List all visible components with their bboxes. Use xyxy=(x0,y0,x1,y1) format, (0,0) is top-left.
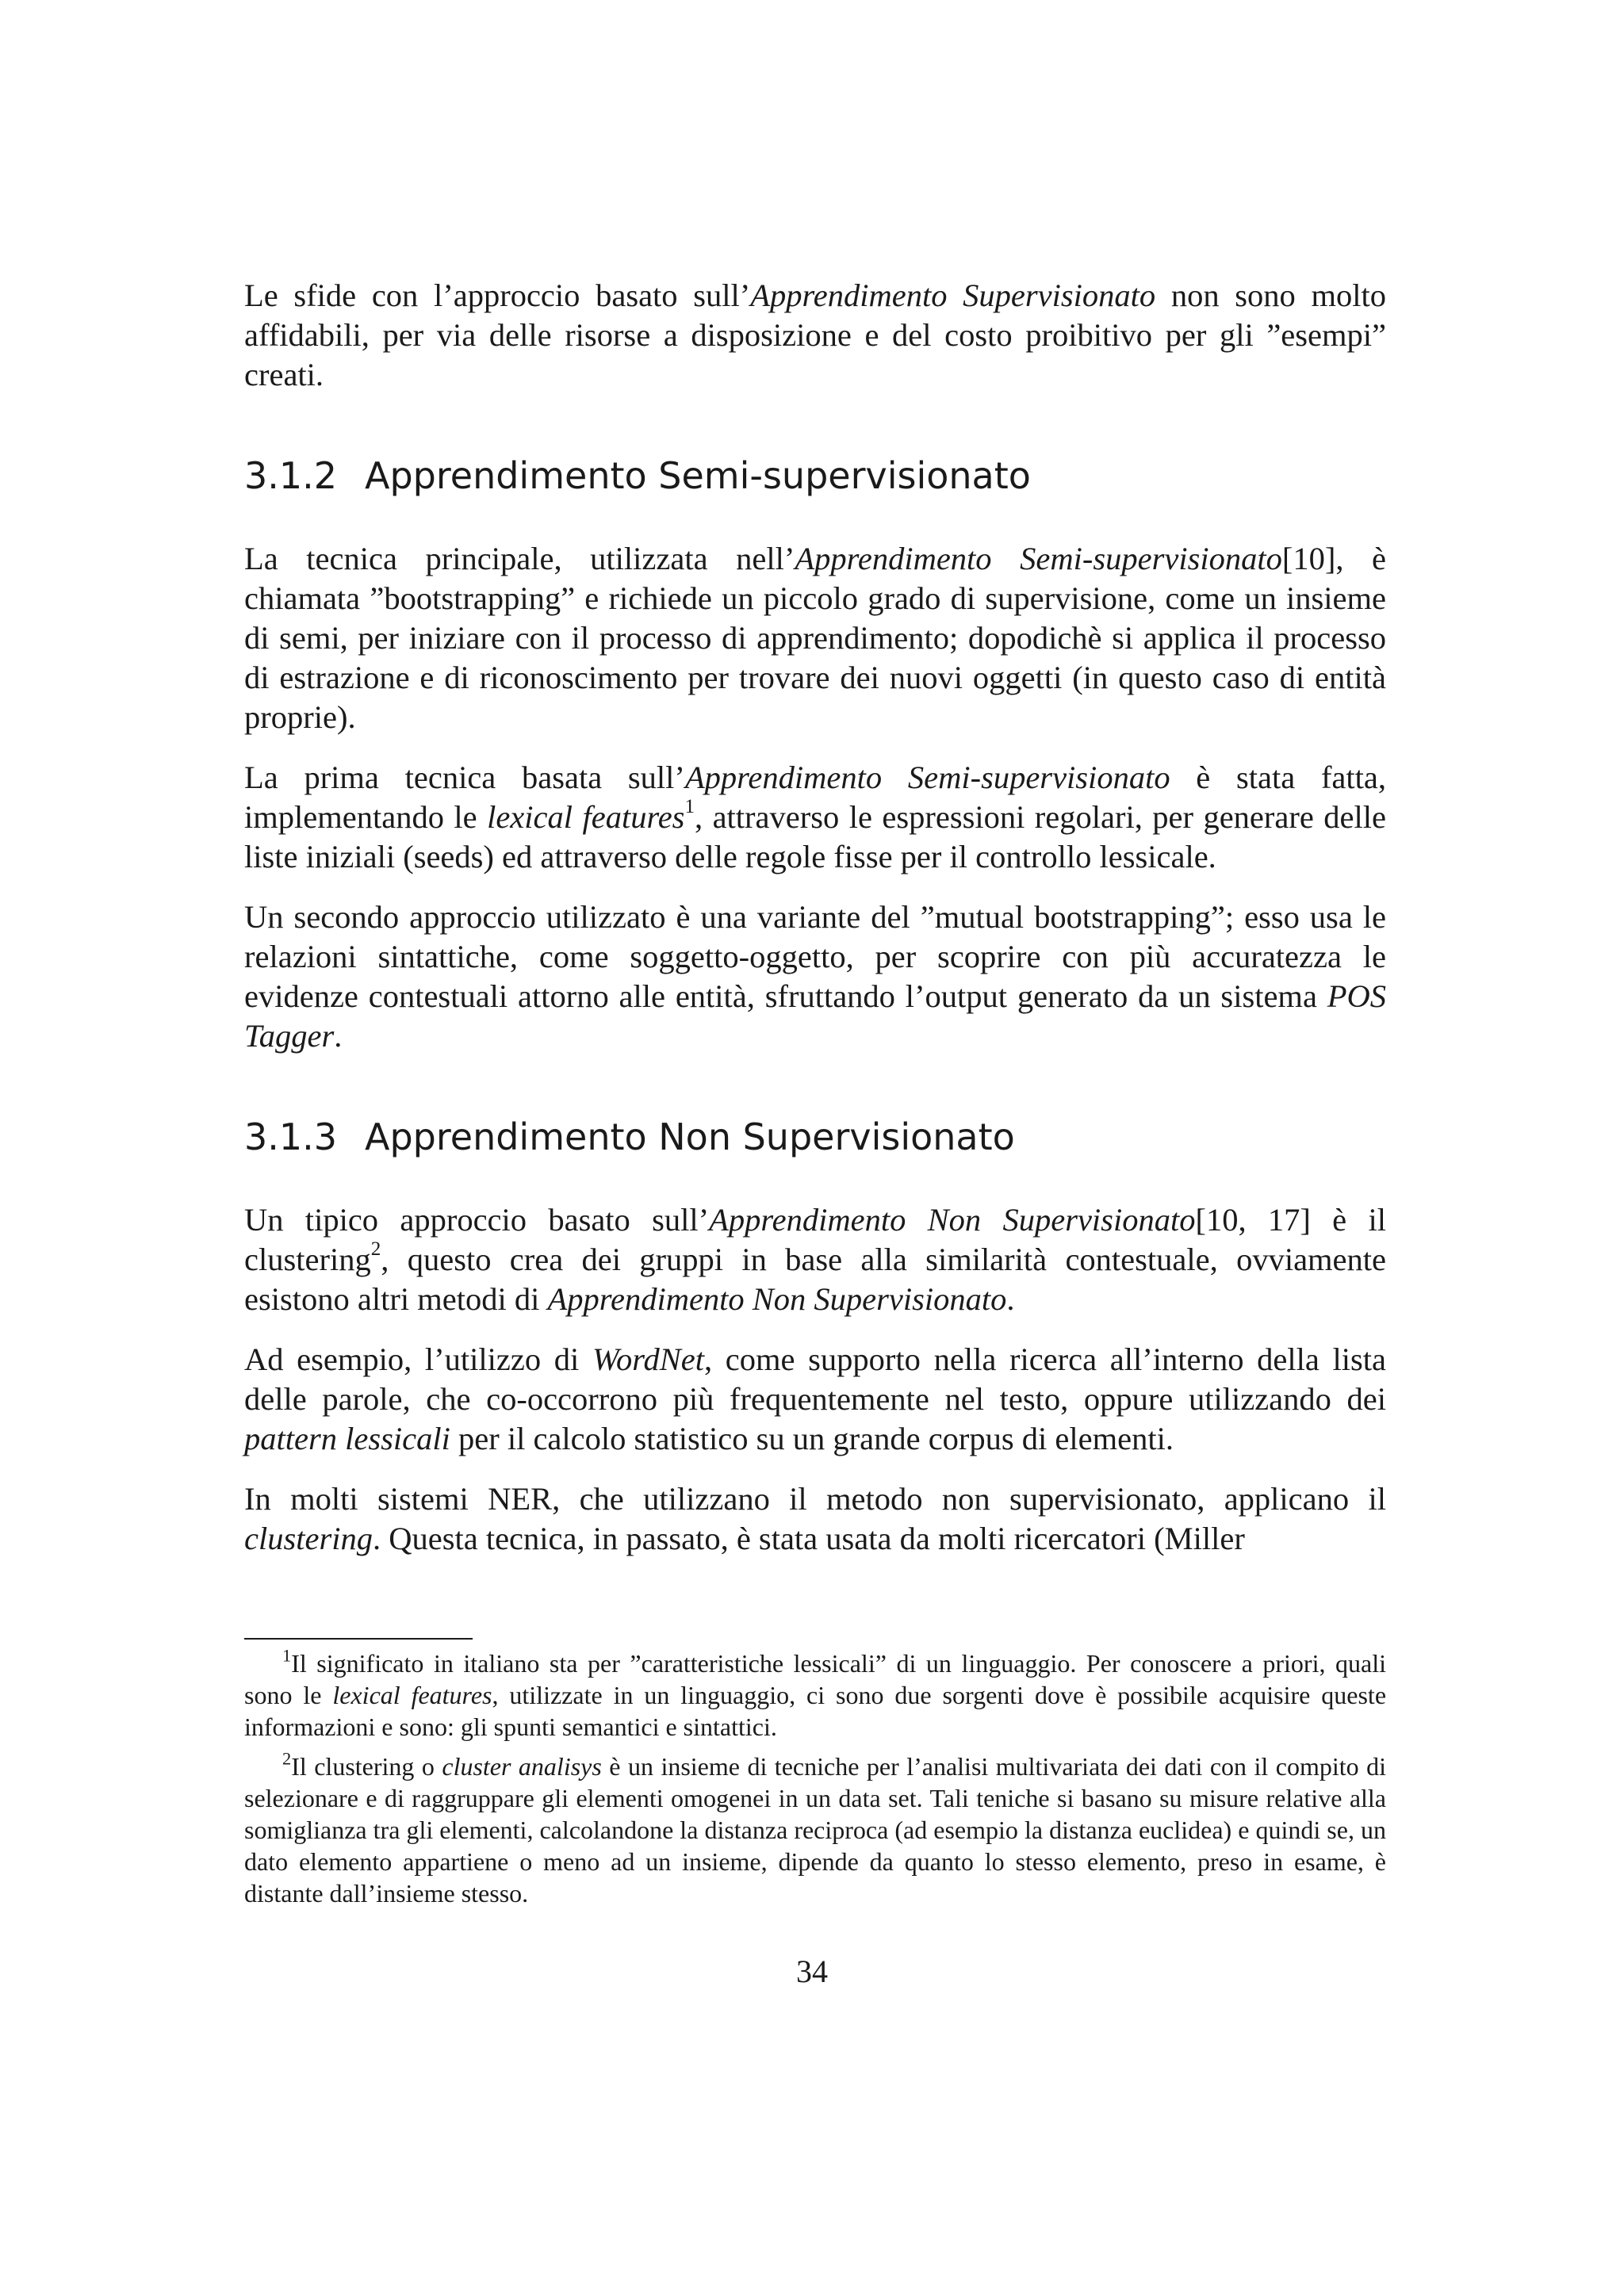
text-run: Il clustering o xyxy=(291,1752,442,1781)
footnote-marker: 1 xyxy=(282,1645,292,1666)
section-number: 3.1.2 xyxy=(244,454,338,497)
italic-term: WordNet xyxy=(592,1341,704,1377)
text-run: La prima tecnica basata sull’ xyxy=(244,760,685,795)
footnote-rule xyxy=(244,1638,473,1640)
italic-term: cluster analisys xyxy=(442,1752,602,1781)
section-number: 3.1.3 xyxy=(244,1115,338,1158)
text-run: è un insieme di tecniche per l’analisi multivariata dei dati con il compito di selezionare e di raggruppare gli elementi omogenei in un data set. Tali teniche si basano su misure relative alla somiglianza tra gli elementi, calcolandone la distanza reciproca (ad esempio la distanza euclidea) e quindi se, un dato elemento appartiene o meno ad un insieme, dipende da quanto lo stesso elemento, preso in esame, è distante dall’insieme stesso. xyxy=(244,1752,1387,1908)
italic-term: Apprendimento Semi-supervisionato xyxy=(684,760,1170,795)
italic-term: Apprendimento Non Supervisionato xyxy=(709,1202,1196,1238)
text-run: per il calcolo statistico su un grande corpus di elementi. xyxy=(450,1421,1174,1456)
text-run: [10], è chiamata ”bootstrapping” e richiede un piccolo grado di supervisione, come un insieme di semi, per iniziare con il processo di apprendimento; dopodichè si applica il processo di estrazione e di riconoscimento per trovare dei nuovi oggetti (in questo caso di entità proprie). xyxy=(244,541,1386,735)
footnote-marker: 2 xyxy=(370,1238,381,1261)
italic-term: lexical features xyxy=(487,799,685,835)
section-heading-3-1-2 xyxy=(244,453,1386,498)
text-run: . xyxy=(334,1018,343,1054)
text-run: , questo crea dei gruppi in base alla similarità contestuale, ovviamente esistono altri metodi di xyxy=(244,1242,1386,1317)
italic-term: lexical features xyxy=(332,1681,492,1709)
paragraph-unsup-1 xyxy=(244,1200,1386,1319)
italic-term: Apprendimento Supervisionato xyxy=(750,277,1156,313)
paragraph-semi-3 xyxy=(244,897,1386,1056)
text-run: Le sfide con l’approccio basato sull’ xyxy=(244,277,751,313)
text-run: . Questa tecnica, in passato, è stata usata da molti ricercatori (Miller xyxy=(372,1521,1245,1556)
section-title: Apprendimento Semi-supervisionato xyxy=(365,454,1031,497)
italic-term: Apprendimento Semi-supervisionato xyxy=(795,541,1282,576)
italic-term: POS Tagger xyxy=(244,978,1386,1054)
footnote-2 xyxy=(244,1748,1387,1909)
page-body xyxy=(244,276,1386,1559)
text-run: , come supporto nella ricerca all’interno della lista delle parole, che co-occorrono più frequentemente nel testo, oppure utilizzando dei xyxy=(244,1341,1386,1417)
section-heading-3-1-3 xyxy=(244,1115,1386,1159)
italic-term: clustering xyxy=(244,1521,373,1556)
text-run: [10, 17] è il clustering xyxy=(244,1202,1386,1277)
text-run: . xyxy=(1006,1281,1015,1317)
footnotes xyxy=(244,1638,1386,1917)
text-run: , attraverso le espressioni regolari, per generare delle liste iniziali (seeds) ed attraverso delle regole fisse per il controllo lessicale. xyxy=(244,799,1386,874)
section-title: Apprendimento Non Supervisionato xyxy=(365,1115,1015,1158)
page-number: 34 xyxy=(796,1954,828,1989)
text-run: Ad esempio, l’utilizzo di xyxy=(244,1341,592,1377)
footnote-1 xyxy=(244,1647,1386,1743)
paragraph-unsup-2 xyxy=(244,1340,1386,1459)
text-run: La tecnica principale, utilizzata nell’ xyxy=(244,541,795,576)
text-run: Un secondo approccio utilizzato è una variante del ”mutual bootstrapping”; esso usa le relazioni sintattiche, come soggetto-oggetto, per scoprire con più accuratezza le evidenze contestuali attorno alle entità, sfruttando l’output generato da un sistema xyxy=(244,899,1386,1014)
paragraph-unsup-3 xyxy=(244,1479,1386,1559)
text-run: In molti sistemi NER, che utilizzano il metodo non supervisionato, applicano il xyxy=(244,1481,1386,1517)
footnote-marker: 1 xyxy=(684,796,695,818)
text-run: è stata fatta, implementando le xyxy=(244,760,1387,835)
text-run: Il significato in italiano sta per ”caratteristiche lessicali” di un linguaggio. Per conoscere a priori, quali sono le xyxy=(244,1649,1386,1709)
italic-term: Apprendimento Non Supervisionato xyxy=(547,1281,1007,1317)
paragraph-semi-1 xyxy=(244,539,1386,737)
text-run: , utilizzate in un linguaggio, ci sono due sorgenti dove è possibile acquisire queste informazioni e sono: gli spunti semantici e sintattici. xyxy=(244,1681,1387,1741)
footnote-marker: 2 xyxy=(282,1748,292,1769)
paragraph-semi-2 xyxy=(244,758,1386,877)
paragraph-intro xyxy=(244,276,1386,395)
italic-term: pattern lessicali xyxy=(244,1421,450,1456)
text-run: non sono molto affidabili, per via delle risorse a disposizione e del costo proibitivo per gli ”esempi” creati. xyxy=(244,277,1386,392)
text-run: Un tipico approccio basato sull’ xyxy=(244,1202,710,1238)
